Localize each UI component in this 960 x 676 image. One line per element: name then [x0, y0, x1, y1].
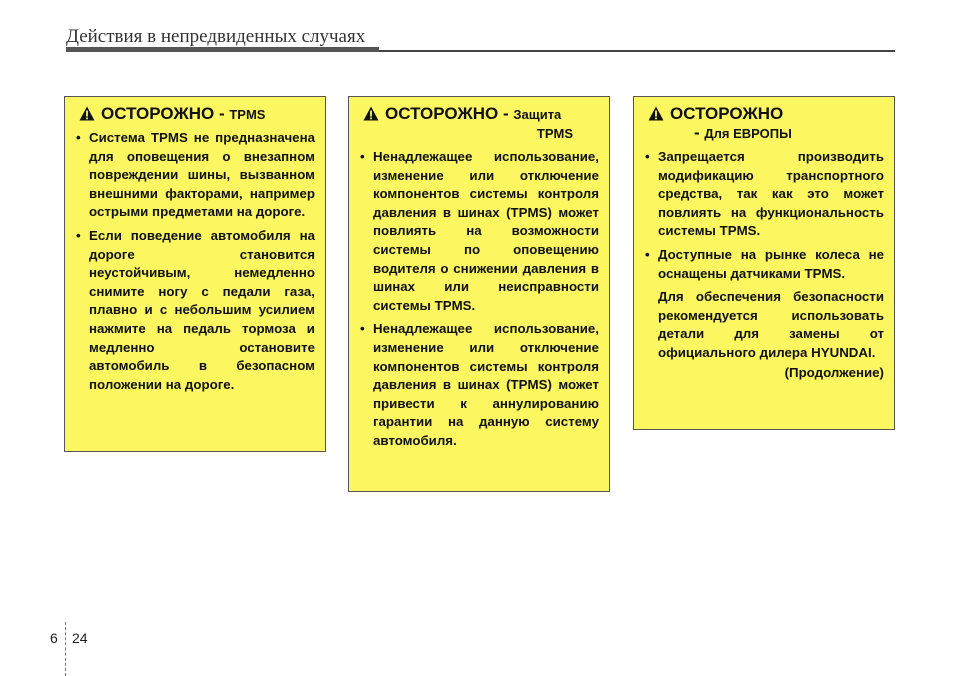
- caution-title-sub: Защита: [513, 107, 562, 122]
- list-item: • Ненадлежащее использование, изменение или отключение компонентов системы контроля давления в шинах (TPMS) может повлиять на возможности системы по оповещению водителя о снижении давления в шинах или неисправности системы TPMS.: [359, 148, 599, 315]
- caution-title-sub: Для ЕВРОПЫ: [704, 126, 792, 141]
- warning-triangle-icon: [363, 106, 379, 121]
- caution-title-line2: [670, 123, 884, 143]
- section-number: 6: [50, 630, 58, 646]
- header-rule-thick: [66, 47, 379, 52]
- list-item: • Запрещается производить модификацию транспортного средства, так как это может повлиять на функциональность системы TPMS.: [644, 148, 884, 241]
- caution-list: [644, 148, 884, 283]
- caution-title: [359, 104, 599, 143]
- list-item: • Ненадлежащее использование, изменение или отключение компонентов системы контроля давления в шинах (TPMS) может привести к аннулированию гарантии на данную систему автомобиля.: [359, 320, 599, 450]
- caution-box-europe: [633, 96, 895, 430]
- caution-title-dash: -: [694, 123, 705, 142]
- list-item: • Если поведение автомобиля на дороге становится неустойчивым, немедленно снимите ногу с педали газа, плавно и с небольшим усилием нажмите на педаль тормоза и медленно остановите автомобиль в безопасном положении на дороге.: [75, 227, 315, 394]
- list-item: • Система TPMS не предназначена для оповещения о внезапном повреждении шины, вызванном внешними факторами, например острыми предметами на дороге.: [75, 129, 315, 222]
- caution-box-tpms-protection: [348, 96, 610, 492]
- continued-label: (Продолжение): [784, 364, 884, 380]
- caution-title: [644, 104, 884, 143]
- caution-list: [359, 148, 599, 451]
- page-header-title: Действия в непредвиденных случаях: [66, 26, 366, 47]
- list-item: • Доступные на рынке колеса не оснащены датчиками TPMS.: [644, 246, 884, 283]
- caution-title-sub: TPMS: [229, 107, 266, 122]
- caution-list: [75, 129, 315, 394]
- caution-paragraph: Для обеспечения безопасности рекомендуется использовать детали для замены от официального дилера HYUNDAI.: [658, 289, 884, 360]
- caution-box-tpms: [64, 96, 326, 452]
- header-rule-thin: [379, 50, 895, 52]
- caution-title-main: ОСТОРОЖНО -: [101, 104, 230, 123]
- page-number: 24: [72, 630, 88, 646]
- caution-title-main: ОСТОРОЖНО: [670, 104, 784, 123]
- warning-triangle-icon: [79, 106, 95, 121]
- warning-triangle-icon: [648, 106, 664, 121]
- caution-title: [75, 104, 315, 124]
- caution-title-main: ОСТОРОЖНО -: [385, 104, 514, 123]
- caution-title-sub2: TPMS: [536, 126, 573, 141]
- footer-divider: [65, 622, 67, 676]
